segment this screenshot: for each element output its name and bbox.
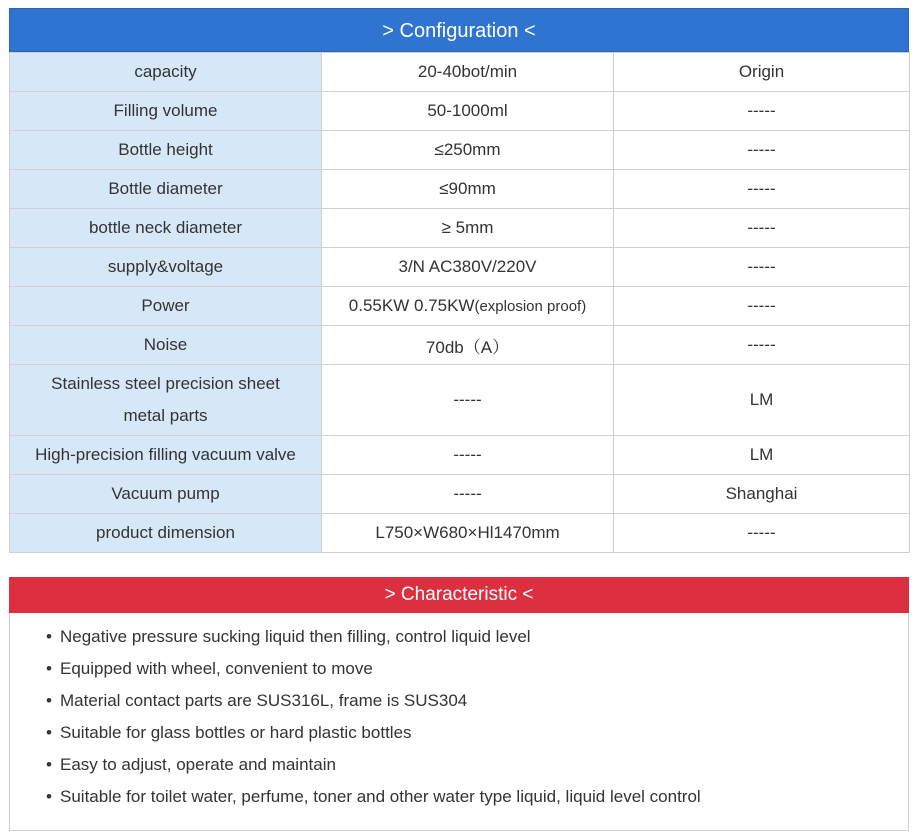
spec-note: ----- [614,248,910,287]
configuration-title: > Configuration < [9,8,909,52]
table-row [10,475,910,514]
table-row [10,436,910,475]
characteristic-section [9,577,909,831]
spec-note: ----- [614,514,910,553]
spec-value [322,287,614,326]
spec-label: Power [10,287,322,326]
list-item [46,749,908,781]
spec-value-main: 0.55KW 0.75KW [348,296,475,315]
spec-label: Bottle height [10,131,322,170]
list-item-text: Material contact parts are SUS316L, frame is SUS304 [60,691,468,710]
spec-label-line: metal parts [123,406,208,425]
list-item-text: Suitable for glass bottles or hard plastic bottles [60,723,412,742]
spec-note: LM [614,365,910,436]
table-row [10,131,910,170]
spec-label: High-precision filling vacuum valve [10,436,322,475]
list-item-text: Suitable for toilet water, perfume, toner and other water type liquid, liquid level control [60,787,701,806]
bullet-icon: • [46,627,52,646]
spec-value: 20-40bot/min [322,53,614,92]
table-row [10,287,910,326]
spec-note: LM [614,436,910,475]
bullet-icon: • [46,787,52,806]
configuration-section [9,8,909,553]
spec-note: Origin [614,53,910,92]
table-row [10,326,910,365]
spec-value: ≥ 5mm [322,209,614,248]
characteristic-list [10,613,908,813]
spec-value: 50-1000ml [322,92,614,131]
spec-label: Noise [10,326,322,365]
spec-note: ----- [614,326,910,365]
spec-label: capacity [10,53,322,92]
spec-value-suffix: (explosion proof) [474,298,587,315]
spec-value: ----- [322,365,614,436]
bullet-icon: • [46,723,52,742]
bullet-icon: • [46,755,52,774]
spec-label-line: Stainless steel precision sheet [51,374,280,393]
list-item-text: Equipped with wheel, convenient to move [60,659,373,678]
table-row [10,209,910,248]
spec-value: 3/N AC380V/220V [322,248,614,287]
spec-label [10,365,322,436]
spec-note: ----- [614,131,910,170]
spec-value: ≤250mm [322,131,614,170]
table-row [10,248,910,287]
spec-value: 70db（A） [322,326,614,365]
spec-note: ----- [614,92,910,131]
spec-label: supply&voltage [10,248,322,287]
spec-note: ----- [614,287,910,326]
spec-value: ----- [322,436,614,475]
spec-label: product dimension [10,514,322,553]
list-item [46,717,908,749]
spec-note: Shanghai [614,475,910,514]
spec-value: L750×W680×Hl1470mm [322,514,614,553]
list-item [46,781,908,813]
list-item-text: Negative pressure sucking liquid then filling, control liquid level [60,627,531,646]
bullet-icon: • [46,691,52,710]
spec-label: bottle neck diameter [10,209,322,248]
table-row [10,53,910,92]
spec-label: Bottle diameter [10,170,322,209]
spec-label: Vacuum pump [10,475,322,514]
spec-label: Filling volume [10,92,322,131]
spec-note: ----- [614,209,910,248]
characteristic-title: > Characteristic < [9,577,909,613]
spec-value: ----- [322,475,614,514]
spec-value: ≤90mm [322,170,614,209]
bullet-icon: • [46,659,52,678]
table-row [10,365,910,436]
list-item [46,653,908,685]
table-row [10,170,910,209]
list-item [46,685,908,717]
table-row [10,514,910,553]
list-item-text: Easy to adjust, operate and maintain [60,755,336,774]
configuration-table [9,52,910,553]
table-row [10,92,910,131]
spec-note: ----- [614,170,910,209]
list-item [46,621,908,653]
